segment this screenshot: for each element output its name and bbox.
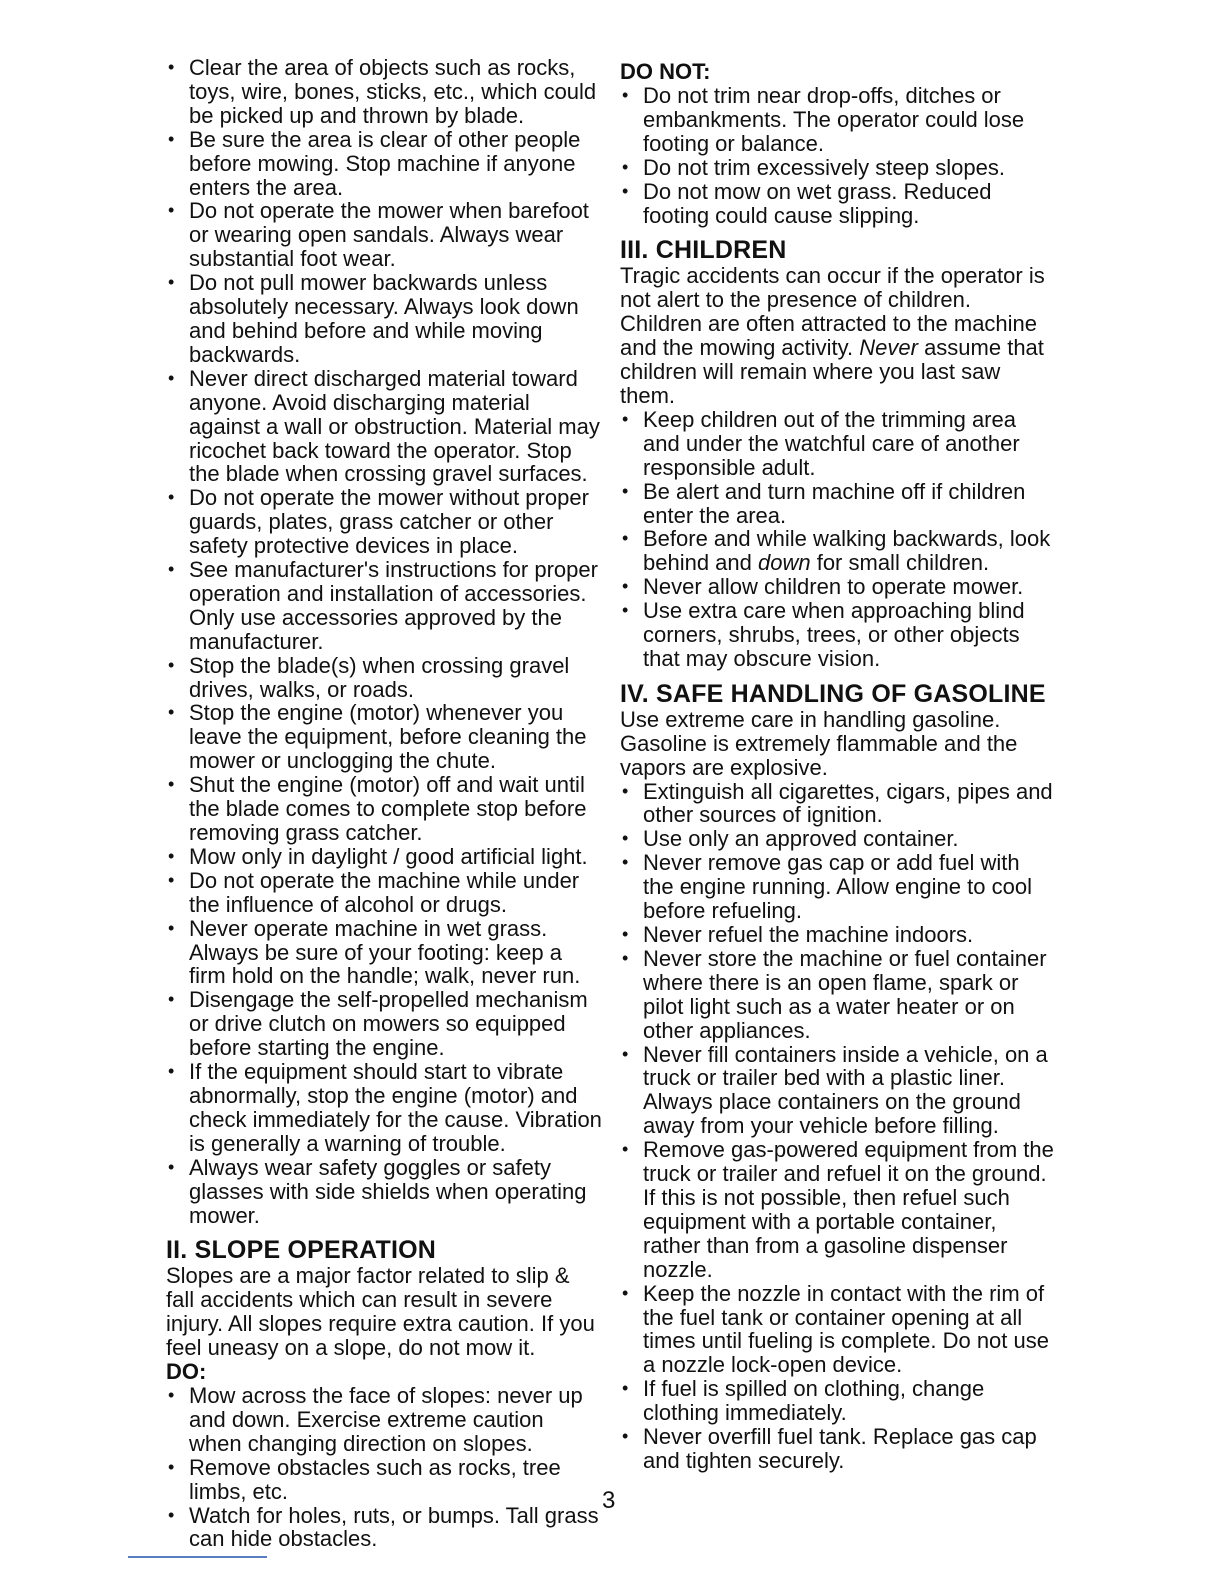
- list-item: • Mow across the face of slopes: never up and down. Exercise extreme caution when changing direction on slopes.: [166, 1384, 602, 1456]
- left-column: [166, 56, 602, 1551]
- list-item: • Watch for holes, ruts, or bumps. Tall grass can hide obstacles.: [166, 1504, 602, 1552]
- do-bullet-list: [166, 1384, 602, 1551]
- section-heading-children: III. CHILDREN: [620, 236, 787, 265]
- list-item: • Never direct discharged material toward anyone. Avoid discharging material against a wall or obstruction. Material may ricochet back toward the operator. Stop the blade when crossing gravel surfaces.: [166, 367, 602, 487]
- list-item: • Never store the machine or fuel container where there is an open flame, spark or pilot light such as a water heater or on other appliances.: [620, 947, 1056, 1043]
- bullet-part: for small children.: [810, 550, 990, 576]
- list-item: • Do not operate the mower when barefoot or wearing open sandals. Always wear substantial foot wear.: [166, 199, 602, 271]
- children-para-part: Tragic accidents can occur if the operator is not alert to the presence of children. Children are often attracted to the machine and the mowing activity.: [620, 263, 1045, 361]
- list-item: • Mow only in daylight / good artificial light.: [166, 845, 602, 869]
- list-item: • Stop the engine (motor) whenever you leave the equipment, before cleaning the mower or unclogging the chute.: [166, 701, 602, 773]
- list-item: • Never fill containers inside a vehicle, on a truck or trailer bed with a plastic liner. Always place containers on the ground away from your vehicle before filling.: [620, 1043, 1056, 1139]
- list-item: • Clear the area of objects such as rocks, toys, wire, bones, sticks, etc., which could be picked up and thrown by blade.: [166, 56, 602, 128]
- list-item: • Keep the nozzle in contact with the rim of the fuel tank or container opening at all times until fueling is complete. Do not use a nozzle lock-open device.: [620, 1282, 1056, 1378]
- list-item: • Do not pull mower backwards unless absolutely necessary. Always look down and behind before and while moving backwards.: [166, 271, 602, 367]
- list-item: • Never refuel the machine indoors.: [620, 923, 1056, 947]
- list-item: • If the equipment should start to vibrate abnormally, stop the engine (motor) and check immediately for the cause. Vibration is generally a warning of trouble.: [166, 1060, 602, 1156]
- section-heading-gasoline: IV. SAFE HANDLING OF GASOLINE: [620, 679, 1046, 708]
- list-item: • Do not trim excessively steep slopes.: [620, 156, 1056, 180]
- gasoline-intro-paragraph: Use extreme care in handling gasoline. Gasoline is extremely flammable and the vapors are explosive.: [620, 706, 1018, 780]
- list-item: • Never operate machine in wet grass. Always be sure of your footing: keep a firm hold on the handle; walk, never run.: [166, 917, 602, 989]
- list-item: • Do not operate the machine while under the influence of alcohol or drugs.: [166, 869, 602, 917]
- list-item: • Keep children out of the trimming area and under the watchful care of another responsible adult.: [620, 408, 1056, 480]
- list-item: • Use only an approved container.: [620, 827, 1056, 851]
- list-item: • Never allow children to operate mower.: [620, 575, 1056, 599]
- list-item: • Do not mow on wet grass. Reduced footing could cause slipping.: [620, 180, 1056, 228]
- list-item: • Never overfill fuel tank. Replace gas cap and tighten securely.: [620, 1425, 1056, 1473]
- never-emphasis: Never: [859, 335, 918, 361]
- list-item: • Disengage the self-propelled mechanism or drive clutch on mowers so equipped before starting the engine.: [166, 988, 602, 1060]
- list-item: • Be alert and turn machine off if children enter the area.: [620, 480, 1056, 528]
- children-intro-paragraph: [620, 264, 1056, 407]
- list-item: • See manufacturer's instructions for proper operation and installation of accessories. Only use accessories approved by the manufacturer.: [166, 558, 602, 654]
- list-item: • Extinguish all cigarettes, cigars, pipes and other sources of ignition.: [620, 780, 1056, 828]
- list-item: • Never remove gas cap or add fuel with the engine running. Allow engine to cool before refueling.: [620, 851, 1056, 923]
- page-number: 3: [602, 1487, 616, 1514]
- list-item: • Use extra care when approaching blind corners, shrubs, trees, or other objects that may obscure vision.: [620, 599, 1056, 671]
- list-item: [620, 527, 1056, 575]
- footer-rule: [128, 1556, 267, 1558]
- do-heading: DO:: [166, 1359, 207, 1385]
- do-not-heading: DO NOT:: [620, 59, 711, 84]
- list-item: • If fuel is spilled on clothing, change clothing immediately.: [620, 1377, 1056, 1425]
- list-item: • Always wear safety goggles or safety glasses with side shields when operating mower.: [166, 1156, 602, 1228]
- slope-intro-paragraph: Slopes are a major factor related to slip & fall accidents which can result in severe injury. All slopes require extra caution. If you feel uneasy on a slope, do not mow it.: [166, 1263, 595, 1361]
- list-item: • Shut the engine (motor) off and wait until the blade comes to complete stop before removing grass catcher.: [166, 773, 602, 845]
- down-emphasis: down: [758, 550, 811, 576]
- children-para-part: assume that children will remain where you last saw them.: [620, 335, 1044, 408]
- gasoline-bullet-list: [620, 780, 1056, 1473]
- list-item: • Do not operate the mower without proper guards, plates, grass catcher or other safety protective devices in place.: [166, 486, 602, 558]
- list-item: • Do not trim near drop-offs, ditches or embankments. The operator could lose footing or balance.: [620, 84, 1056, 156]
- safety-bullet-list: [166, 56, 602, 1227]
- list-item: • Remove obstacles such as rocks, tree limbs, etc.: [166, 1456, 602, 1504]
- list-item: • Stop the blade(s) when crossing gravel drives, walks, or roads.: [166, 654, 602, 702]
- list-item: • Be sure the area is clear of other people before mowing. Stop machine if anyone enters the area.: [166, 128, 602, 200]
- section-heading-slope-operation: II. SLOPE OPERATION: [166, 1236, 437, 1265]
- children-bullet-list: [620, 408, 1056, 671]
- list-item: • Remove gas-powered equipment from the truck or trailer and refuel it on the ground. If this is not possible, then refuel such equipment with a portable container, rather than from a gasoline dispenser nozzle.: [620, 1138, 1056, 1281]
- bullet-part: Before and while walking backwards, look behind and: [643, 526, 1051, 576]
- do-not-bullet-list: [620, 84, 1056, 227]
- right-column: [620, 56, 1056, 1473]
